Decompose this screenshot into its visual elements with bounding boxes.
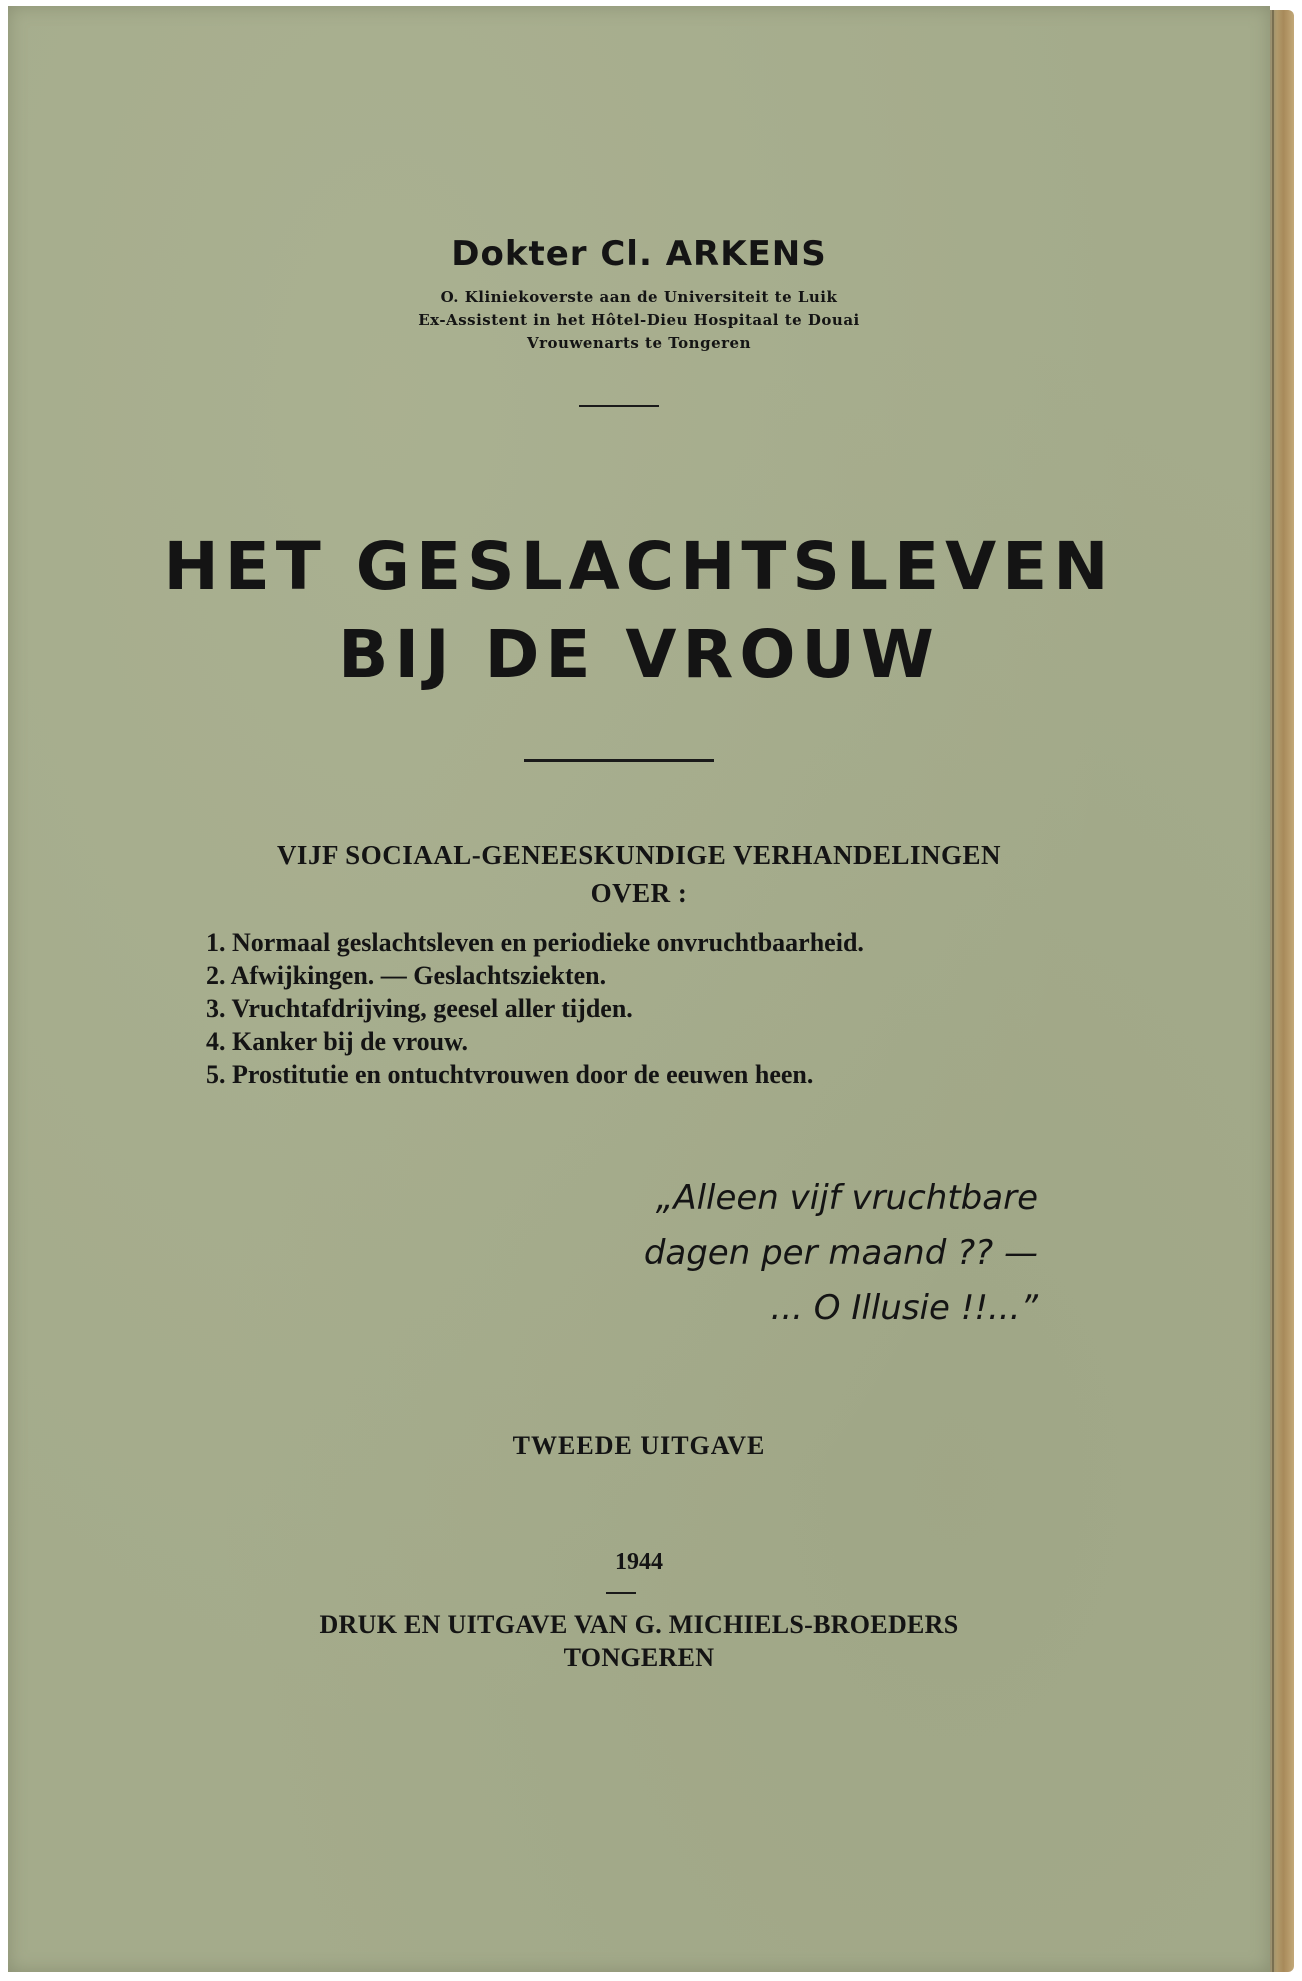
book-title-line: HET GESLACHTSLEVEN — [163, 528, 1115, 605]
divider-rule — [579, 405, 659, 407]
author-credit-line: O. Kliniekoverste aan de Universiteit te Luik — [440, 288, 838, 306]
topic-item: 2. Afwijkingen. — Geslachtsziekten. — [206, 961, 607, 990]
page-edges-shadow — [1272, 10, 1274, 1972]
topic-item: 3. Vruchtafdrijving, geesel aller tijden. — [206, 994, 633, 1023]
author-name: Dokter Cl. ARKENS — [451, 234, 827, 274]
divider-rule — [606, 1592, 636, 1594]
author-credit-line: Vrouwenarts te Tongeren — [527, 334, 751, 352]
subtitle-line: VIJF SOCIAAL-GENEESKUNDIGE VERHANDELINGEN — [276, 840, 1002, 870]
divider-rule — [524, 759, 714, 762]
book-cover — [8, 6, 1270, 1972]
publication-year: 1944 — [615, 1549, 663, 1575]
author-credit-line: Ex-Assistent in het Hôtel-Dieu Hospitaal te Douai — [418, 311, 860, 329]
topics-list — [206, 926, 1106, 1091]
edition-label: TWEEDE UITGAVE — [512, 1431, 766, 1460]
publisher-line: DRUK EN UITGAVE VAN G. MICHIELS-BROEDERS — [319, 1610, 959, 1639]
quote-line: ... O Illusie !!...” — [770, 1288, 1038, 1328]
topic-item: 4. Kanker bij de vrouw. — [206, 1027, 468, 1056]
topic-item: 5. Prostitutie en ontuchtvrouwen door de eeuwen heen. — [206, 1060, 814, 1089]
quote-line: dagen per maand ?? — — [643, 1233, 1038, 1273]
topic-item: 1. Normaal geslachtsleven en periodieke onvruchtbaarheid. — [206, 928, 864, 957]
subtitle-line: OVER : — [590, 878, 688, 908]
book-title-line: BIJ DE VROUW — [338, 616, 940, 693]
quote-line: „Alleen vijf vruchtbare — [655, 1178, 1038, 1218]
publisher-line: TONGEREN — [563, 1643, 715, 1672]
